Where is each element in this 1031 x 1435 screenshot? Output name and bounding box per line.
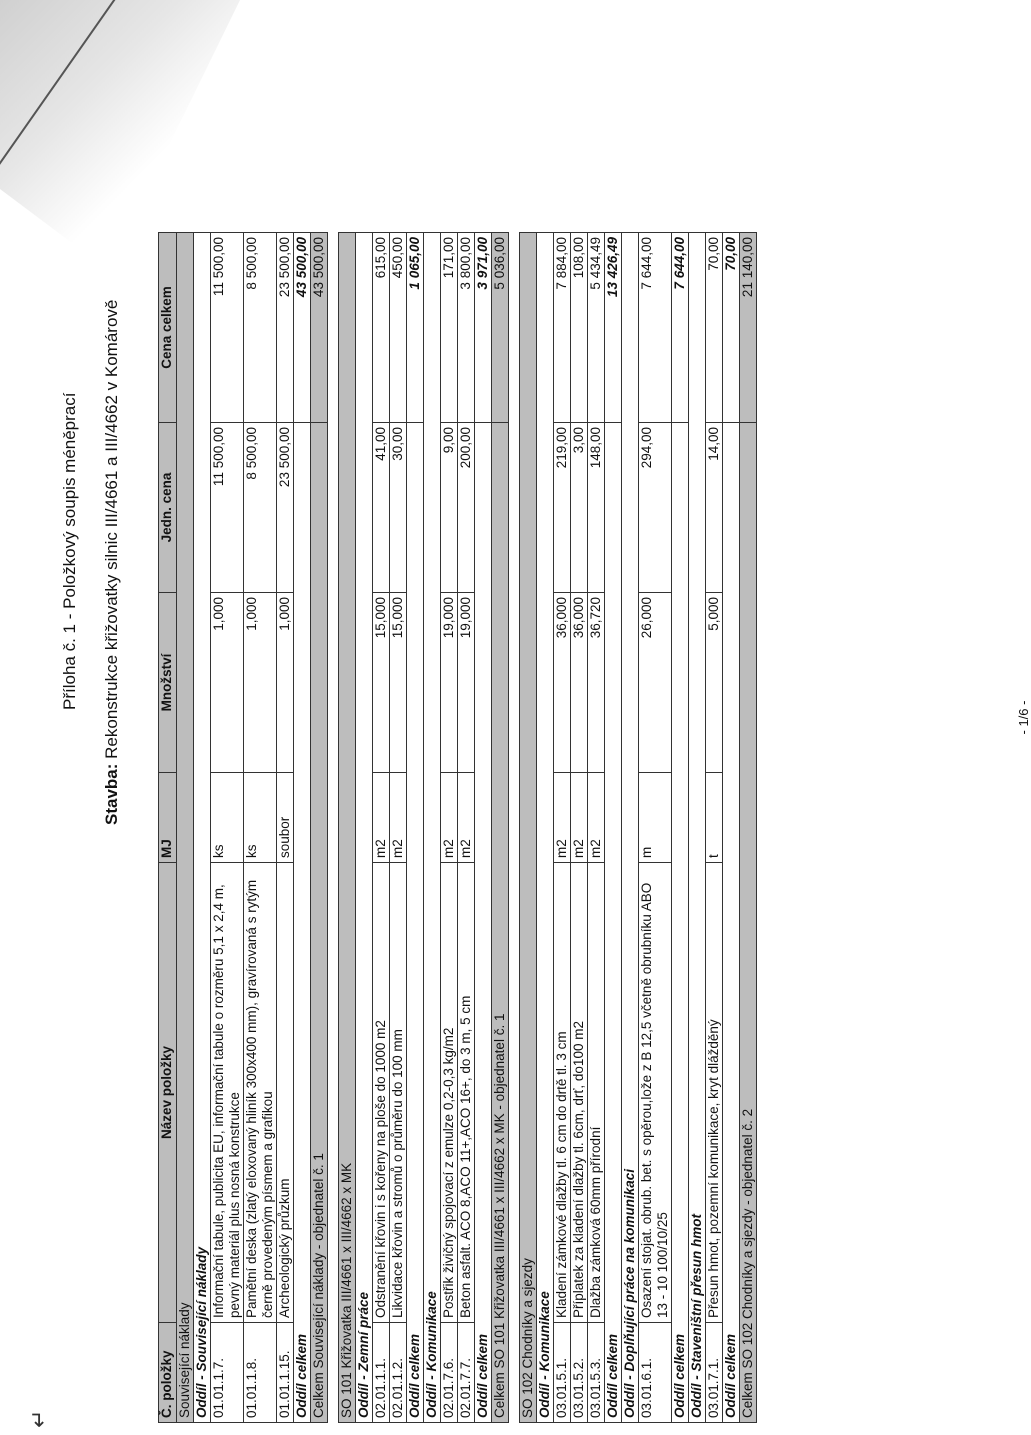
item-name: Kladení zámkové dlažby tl. 6 cm do drtě tl. 3 cm — [554, 863, 571, 1323]
item-name: Beton asfalt. ACO 8,ACO 11+,ACO 16+, do 3 m, 5 cm — [458, 863, 475, 1323]
item-qty: 15,000 — [373, 593, 390, 773]
table-row — [390, 233, 407, 1423]
object-total-label: Celkem SO 102 Chodníky a sjezdy - objednatel č. 2 — [740, 423, 757, 1423]
item-price: 219,00 — [554, 423, 571, 593]
section-total-label: Oddíl celkem — [605, 423, 622, 1423]
table-row — [639, 233, 672, 1423]
item-qty: 1,000 — [244, 593, 277, 773]
object-total-value: 5 036,00 — [492, 233, 509, 423]
section-total-label: Oddíl celkem — [294, 423, 311, 1423]
header-unit-price: Jedn. cena — [159, 423, 177, 593]
item-total: 171,00 — [441, 233, 458, 423]
item-qty: 36,720 — [588, 593, 605, 773]
stavba-value: Rekonstrukce křižovatky silnic III/4661 a III/4662 v Komárově — [102, 299, 121, 759]
header-name: Název položky — [159, 863, 177, 1323]
section-row — [356, 233, 373, 1423]
table-row — [706, 233, 723, 1423]
table-row — [373, 233, 390, 1423]
object-total-value: 21 140,00 — [740, 233, 757, 423]
object-total-row — [492, 233, 509, 1423]
item-qty: 15,000 — [390, 593, 407, 773]
item-name: Archeologický průzkum — [277, 863, 294, 1323]
item-code: 03.01.6.1. — [639, 1323, 672, 1423]
header-code: Č. položky — [159, 1323, 177, 1423]
section-row — [424, 233, 441, 1423]
item-code: 03.01.5.3. — [588, 1323, 605, 1423]
table-row — [458, 233, 475, 1423]
item-mj: soubor — [277, 773, 294, 863]
section-title: Oddíl - Doplňující práce na komunikaci — [622, 233, 639, 1423]
group-title-row — [520, 233, 537, 1423]
group-title: SO 101 Křižovatka III/4661 x III/4662 x MK — [339, 233, 356, 1423]
section-total-value: 43 500,00 — [294, 233, 311, 423]
section-row — [537, 233, 554, 1423]
item-code: 01.01.1.7. — [211, 1323, 244, 1423]
table-row — [588, 233, 605, 1423]
item-total: 615,00 — [373, 233, 390, 423]
section-total-label: Oddíl celkem — [723, 423, 740, 1423]
table-row — [571, 233, 588, 1423]
group-title-row — [177, 233, 194, 1423]
section-total-row — [605, 233, 622, 1423]
section-title: Oddíl - Zemní práce — [356, 233, 373, 1423]
item-qty: 26,000 — [639, 593, 672, 773]
section-total-row — [407, 233, 424, 1423]
item-mj: m2 — [373, 773, 390, 863]
section-row — [194, 233, 211, 1423]
item-code: 03.01.5.2. — [571, 1323, 588, 1423]
header-total: Cena celkem — [159, 233, 177, 423]
page-number: - 1/6 - — [1016, 700, 1031, 735]
section-total-label: Oddíl celkem — [672, 423, 689, 1423]
item-price: 11 500,00 — [211, 423, 244, 593]
item-total: 11 500,00 — [211, 233, 244, 423]
section-title: Oddíl - Související náklady — [194, 233, 211, 1423]
section-total-label: Oddíl celkem — [475, 423, 492, 1423]
group-title: Související náklady — [177, 233, 194, 1423]
section-total-value: 1 065,00 — [407, 233, 424, 423]
item-qty: 5,000 — [706, 593, 723, 773]
object-total-label: Celkem SO 101 Křižovatka III/4661 x III/4662 x MK - objednatel č. 1 — [492, 423, 509, 1423]
item-name: Informační tabule, publicita EU, informační tabule o rozměru 5,1 x 2,4 m, pevný materiál plus nosná konstrukce — [211, 863, 244, 1323]
item-code: 02.01.7.6. — [441, 1323, 458, 1423]
group-title: SO 102 Chodníky a sjezdy — [520, 233, 537, 1423]
object-total-label: Celkem Související náklady - objednatel č. 1 — [311, 423, 328, 1423]
section-row — [622, 233, 639, 1423]
item-qty: 19,000 — [441, 593, 458, 773]
item-price: 23 500,00 — [277, 423, 294, 593]
item-mj: m2 — [571, 773, 588, 863]
item-mj: m2 — [458, 773, 475, 863]
item-code: 02.01.1.2. — [390, 1323, 407, 1423]
spacer-row — [509, 233, 520, 1423]
section-total-row — [723, 233, 740, 1423]
item-price: 14,00 — [706, 423, 723, 593]
item-price: 8 500,00 — [244, 423, 277, 593]
item-qty: 1,000 — [211, 593, 244, 773]
item-total: 3 800,00 — [458, 233, 475, 423]
section-title: Oddíl - Komunikace — [537, 233, 554, 1423]
item-total: 7 644,00 — [639, 233, 672, 423]
item-code: 02.01.1.1. — [373, 1323, 390, 1423]
section-total-value: 70,00 — [723, 233, 740, 423]
table-header — [159, 233, 177, 1423]
object-total-value: 43 500,00 — [311, 233, 328, 423]
corner-mark-icon: ↵ — [26, 1409, 51, 1428]
item-price: 200,00 — [458, 423, 475, 593]
object-total-row — [740, 233, 757, 1423]
section-total-row — [475, 233, 492, 1423]
section-total-row — [672, 233, 689, 1423]
item-name: Dlažba zámková 60mm přírodní — [588, 863, 605, 1323]
header-qty: Množství — [159, 593, 177, 773]
item-mj: m2 — [441, 773, 458, 863]
item-mj: m2 — [588, 773, 605, 863]
item-name: Likvidace křovin a stromů o průměru do 100 mm — [390, 863, 407, 1323]
item-total: 23 500,00 — [277, 233, 294, 423]
table-row — [277, 233, 294, 1423]
table-row — [441, 233, 458, 1423]
item-mj: ks — [244, 773, 277, 863]
item-total: 70,00 — [706, 233, 723, 423]
item-total: 7 884,00 — [554, 233, 571, 423]
item-total: 5 434,49 — [588, 233, 605, 423]
section-total-value: 7 644,00 — [672, 233, 689, 423]
header-mj: MJ — [159, 773, 177, 863]
item-code: 03.01.5.1. — [554, 1323, 571, 1423]
item-code: 02.01.7.7. — [458, 1323, 475, 1423]
table-row — [244, 233, 277, 1423]
items-table — [158, 232, 757, 1423]
section-title: Oddíl - Staveništní přesun hmot — [689, 233, 706, 1423]
group-title-row — [339, 233, 356, 1423]
item-total: 450,00 — [390, 233, 407, 423]
item-name: Pamětní deska (zlatý eloxovaný hliník 300x400 mm), gravírovaná s rytým černě provedeným písmem a grafikou — [244, 863, 277, 1323]
item-price: 9,00 — [441, 423, 458, 593]
item-qty: 19,000 — [458, 593, 475, 773]
item-price: 41,00 — [373, 423, 390, 593]
object-total-row — [311, 233, 328, 1423]
spacer-row — [328, 233, 339, 1423]
item-price: 148,00 — [588, 423, 605, 593]
item-name: Příplatek za kladení dlažby tl. 6cm, drť, do100 m2 — [571, 863, 588, 1323]
item-mj: m2 — [390, 773, 407, 863]
section-total-label: Oddíl celkem — [407, 423, 424, 1423]
section-total-value: 3 971,00 — [475, 233, 492, 423]
table-row — [554, 233, 571, 1423]
item-name: Postřik živičný spojovací z emulze 0,2-0,3 kg/m2 — [441, 863, 458, 1323]
item-mj: m2 — [554, 773, 571, 863]
item-price: 3,00 — [571, 423, 588, 593]
section-title: Oddíl - Komunikace — [424, 233, 441, 1423]
stavba-line — [102, 300, 122, 825]
document-title: Příloha č. 1 - Položkový soupis méněprací — [60, 392, 79, 710]
stavba-label: Stavba: — [102, 763, 121, 825]
item-code: 01.01.1.8. — [244, 1323, 277, 1423]
item-qty: 1,000 — [277, 593, 294, 773]
item-name: Odstranění křovin i s kořeny na ploše do 1000 m2 — [373, 863, 390, 1323]
item-price: 30,00 — [390, 423, 407, 593]
item-mj: ks — [211, 773, 244, 863]
item-qty: 36,000 — [571, 593, 588, 773]
section-total-row — [294, 233, 311, 1423]
item-price: 294,00 — [639, 423, 672, 593]
section-row — [689, 233, 706, 1423]
table-row — [211, 233, 244, 1423]
item-qty: 36,000 — [554, 593, 571, 773]
item-code: 01.01.1.15. — [277, 1323, 294, 1423]
item-name: Osazení stojat. obrub. bet. s opěrou,lože z B 12,5 včetně obrubníku ABO 13 - 10 100/10/25 — [639, 863, 672, 1323]
item-code: 03.01.7.1. — [706, 1323, 723, 1423]
item-mj: m — [639, 773, 672, 863]
section-total-value: 13 426,49 — [605, 233, 622, 423]
item-total: 8 500,00 — [244, 233, 277, 423]
item-name: Přesun hmot, pozemní komunikace, kryt dlážděný — [706, 863, 723, 1323]
item-mj: t — [706, 773, 723, 863]
item-total: 108,00 — [571, 233, 588, 423]
